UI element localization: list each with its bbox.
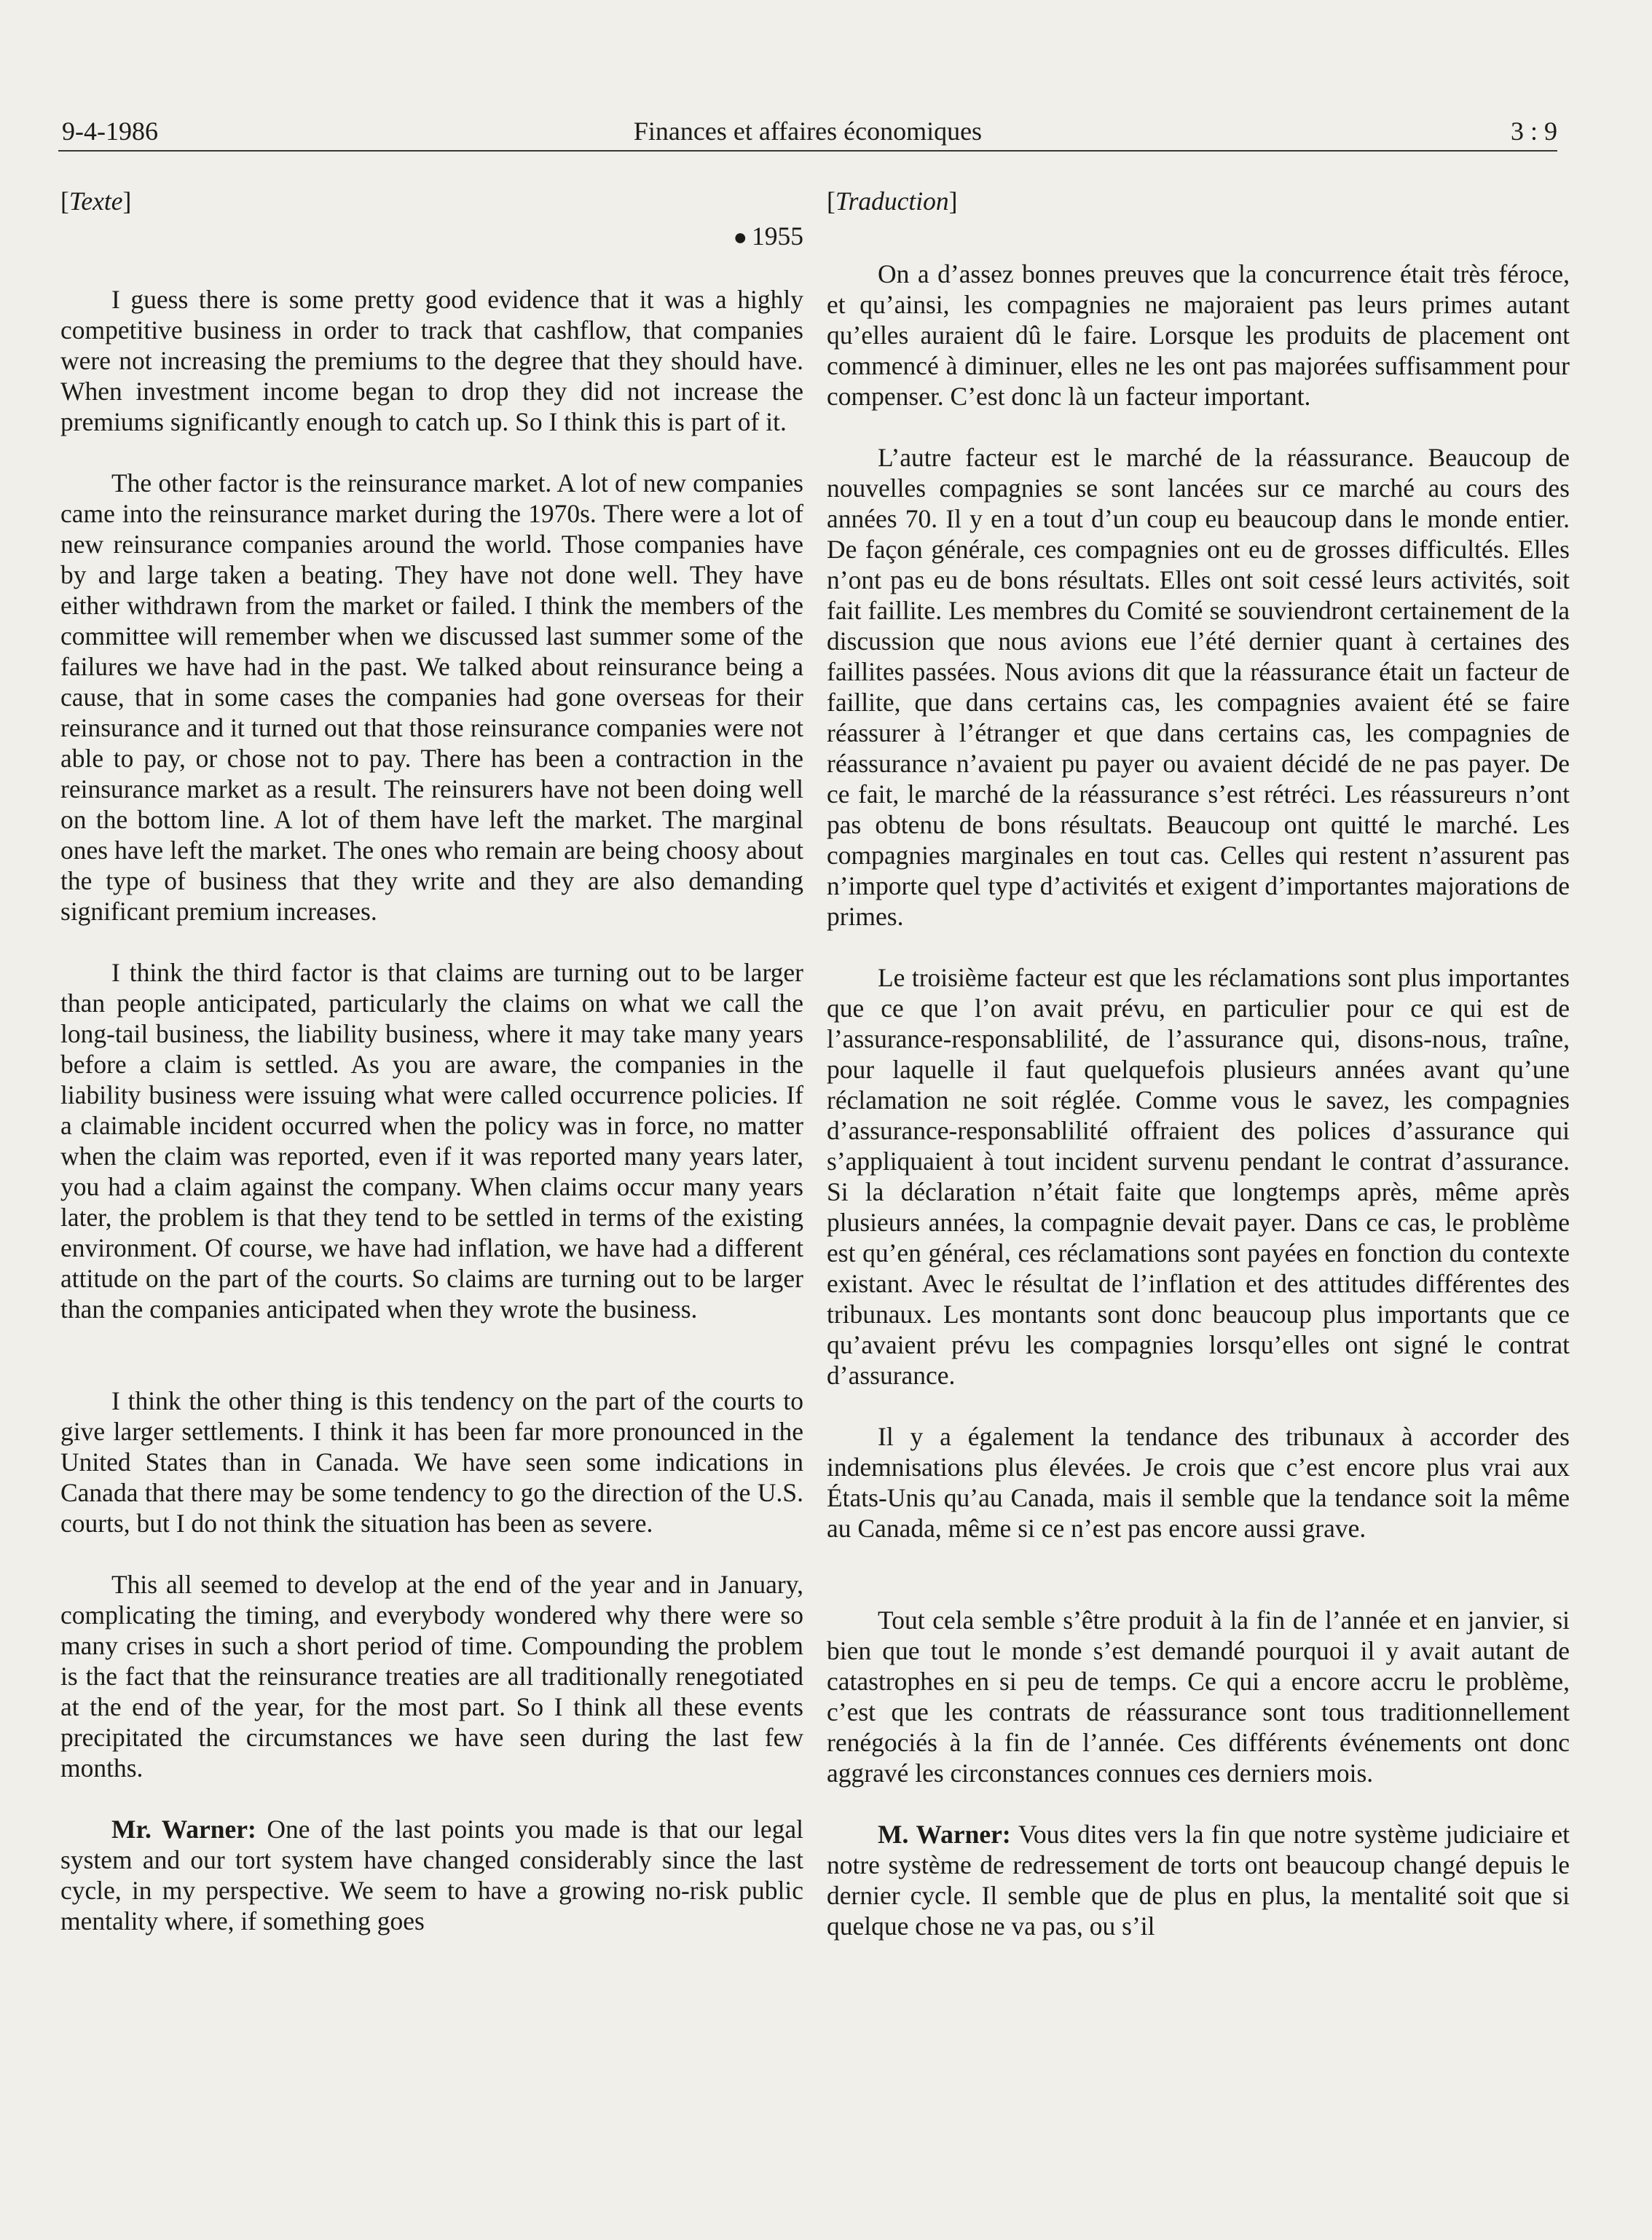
speaker-name: Mr. Warner:: [111, 1815, 256, 1844]
speaker-paragraph: [827, 1819, 1570, 1941]
speaker-paragraph: [60, 1814, 803, 1936]
paragraph-2: L’autre facteur est le marché de la réassurance. Beaucoup de nouvelles compagnies se sont lancées sur ce marché au cours des années 70. Il y en a tout d’un coup eu beaucoup dans le monde entier. De façon générale, ces compagnies ont eu de grosses difficultés. Elles n’ont pas eu de bons résultats. Elles ont soit cessé leurs activités, soit fait faillite. Les membres du Comité se souviendront certainement de la discussion que nous avions eue l’été dernier quant à certaines des faillites passées. Nous avions dit que la réassurance était un facteur de faillite, que dans certains cas, les compagnies avaient été se faire réassurer à l’étranger et que dans certains cas, les compagnies de réassurance n’avaient pu payer ou avaient décidé de ne pas payer. De ce fait, le marché de la réassurance s’est rétréci. Les réassureurs n’ont pas obtenu de bons résultats. Beaucoup ont quitté le marché. Les compagnies marginales en tout cas. Celles qui restent n’assurent pas n’importe quel type d’activités et exigent d’importantes majorations de primes.: [827, 443, 1570, 931]
header-date: 9-4-1986: [62, 117, 158, 146]
header-title: Finances et affaires économiques: [633, 117, 983, 146]
paragraph-5: Tout cela semble s’être produit à la fin de l’année et en janvier, si bien que tout le monde s’est demandé pourquoi il y avait autant de catastrophes en si peu de temps. Ce qui a encore accru le problème, c’est que les contrats de réassurance sont tous traditionnellement renégociés à la fin de l’année. Ces différents événements ont donc aggravé les circonstances connues ces derniers mois.: [827, 1606, 1570, 1788]
page-header: [58, 113, 1557, 149]
speaker-text: One of the last points you made is that our legal system and our tort system have changed considerably since the last cycle, in my perspective. We seem to have a growing no-risk public mentality where, if something goes: [60, 1815, 803, 1936]
column-label-texte: [Texte]: [60, 186, 132, 216]
header-page-number: 3 : 9: [1510, 117, 1557, 146]
timestamp: ● 1955: [733, 221, 803, 251]
paragraph-2: The other factor is the reinsurance market. A lot of new companies came into the reinsurance market during the 1970s. There were a lot of new reinsurance companies around the world. Those companies have by and large taken a beating. They have not done well. They have either withdrawn from the market or failed. I think the members of the committee will remember when we discussed last summer some of the failures we have had in the past. We talked about reinsurance being a cause, that in some cases the companies had gone overseas for their reinsurance and it turned out that those reinsurance companies were not able to pay, or chose not to pay. There has been a contraction in the reinsurance market as a result. The reinsurers have not been doing well on the bottom line. A lot of them have left the market. The marginal ones have left the market. The ones who remain are being choosy about the type of business that they write and they are also demanding significant premium increases.: [60, 468, 803, 926]
paragraph-3: Le troisième facteur est que les réclamations sont plus importantes que ce que l’on avait prévu, en particulier pour ce qui est de l’assurance-responsablilité, de l’assurance qui, disons-nous, traîne, pour laquelle il faut quelquefois plusieurs années avant qu’une réclamation ne soit réglée. Comme vous le savez, les compagnies d’assurance-responsablilité offraient des polices d’assurance qui s’appliquaient à tout incident survenu pendant le contrat d’assurance. Si la déclaration n’était faite que longtemps après, même après plusieurs années, la compagnie devait payer. Dans ce cas, le problème est qu’en général, ces réclamations sont payées en fonction du contexte existant. Avec le résultat de l’inflation et des attitudes différentes des tribunaux. Les montants sont donc beaucoup plus importants que ce qu’avaient prévu les compagnies lorsqu’elles ont signé le contrat d’assurance.: [827, 963, 1570, 1390]
paragraph-1: I guess there is some pretty good evidence that it was a highly competitive business in order to track that cashflow, that companies were not increasing the premiums to the degree that they should have. When investment income began to drop they did not increase the premiums significantly enough to catch up. So I think this is part of it.: [60, 285, 803, 436]
paragraph-4: Il y a également la tendance des tribunaux à accorder des indemnisations plus élevées. Je crois que c’est encore plus vrai aux États-Unis qu’au Canada, mais il semble que la tendance soit la même au Canada, même si ce n’est pas encore aussi grave.: [827, 1422, 1570, 1543]
paragraph-3: I think the third factor is that claims are turning out to be larger than people anticipated, particularly the claims on what we call the long-tail business, the liability business, where it may take many years before a claim is settled. As you are aware, the companies in the liability business were issuing what were called occurrence policies. If a claimable incident occurred when the policy was in force, no matter when the claim was reported, even if it was reported many years later, you had a claim against the company. When claims occur many years later, the problem is that they tend to be settled in terms of the existing environment. Of course, we have had inflation, we have had a different attitude on the part of the courts. So claims are turning out to be larger than the companies anticipated when they wrote the business.: [60, 958, 803, 1324]
paragraph-5: This all seemed to develop at the end of the year and in January, complicating the timing, and everybody wondered why there were so many crises in such a short period of time. Compounding the problem is the fact that the reinsurance treaties are all traditionally renegotiated at the end of the year, for the most part. So I think all these events precipitated the circumstances we have seen during the last few months.: [60, 1570, 803, 1783]
english-column: [60, 186, 803, 1967]
column-label-traduction: [Traduction]: [827, 186, 958, 216]
paragraph-4: I think the other thing is this tendency on the part of the courts to give larger settlements. I think it has been far more pronounced in the United States than in Canada. We have seen some indications in Canada that there may be some tendency to go the direction of the U.S. courts, but I do not think the situation has been as severe.: [60, 1386, 803, 1538]
french-column: [827, 186, 1570, 1972]
header-rule: [58, 150, 1557, 152]
bullet-icon: ●: [733, 224, 747, 250]
paragraph-1: On a d’assez bonnes preuves que la concurrence était très féroce, et qu’ainsi, les compagnies ne majoraient pas leurs primes autant qu’elles auraient dû le faire. Lorsque les produits de placement ont commencé à diminuer, elles ne les ont pas majorées suffisamment pour compenser. C’est donc là un facteur important.: [827, 259, 1570, 411]
speaker-text: Vous dites vers la fin que notre système judiciaire et notre système de redressement de torts ont beaucoup changé depuis le dernier cycle. Il semble que de plus en plus, la mentalité soit que si quelque chose ne va pas, ou s’il: [827, 1820, 1570, 1941]
speaker-name: M. Warner:: [878, 1820, 1011, 1849]
